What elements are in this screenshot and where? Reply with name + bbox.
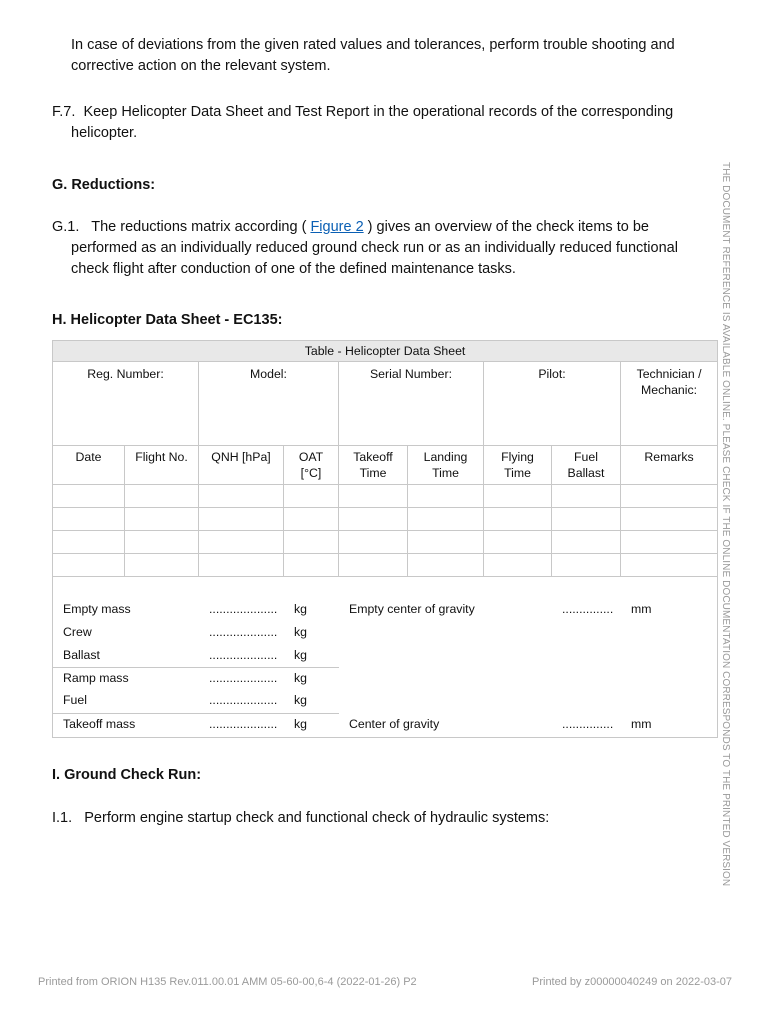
takeoff-mass-label: Takeoff mass — [63, 717, 136, 731]
takeoff-mass-unit: kg — [294, 717, 307, 731]
step-f7-number: F.7. — [52, 104, 76, 120]
side-note-text: THE DOCUMENT REFERENCE IS AVAILABLE ONLINE. PLEASE CHECK IF THE ONLINE DOCUMENTATION CORRESPONDS TO THE PRINTED VERSION — [720, 162, 731, 887]
cg-dots[interactable]: ............... — [562, 717, 614, 731]
cg-unit: mm — [631, 717, 652, 731]
step-g1-number: G.1. — [52, 219, 80, 235]
step-i1-text: Perform engine startup check and functional check of hydraulic systems: — [84, 810, 550, 826]
table-row — [53, 508, 718, 531]
fuel-label: Fuel — [63, 693, 87, 707]
step-g1-line-2: performed as an individually reduced ground check run or as an individually reduced functional — [71, 240, 678, 256]
figure-2-link[interactable]: Figure 2 — [310, 219, 364, 235]
ramp-mass-dots[interactable]: .................... — [209, 671, 278, 685]
reg-number-cell: Reg. Number: — [53, 362, 199, 446]
helicopter-data-sheet-table — [52, 340, 718, 738]
column-header: Fuel Ballast — [552, 446, 621, 485]
side-note — [718, 162, 734, 887]
ballast-label: Ballast — [63, 648, 100, 662]
step-f7 — [52, 102, 673, 144]
model-cell: Model: — [199, 362, 339, 446]
crew-dots[interactable]: .................... — [209, 625, 278, 639]
technician-label-line-1: Technician / — [636, 367, 702, 381]
intro-paragraph — [71, 35, 675, 77]
step-g1-line-3: check flight after conduction of one of the defined maintenance tasks. — [71, 261, 516, 277]
table-column-headers — [53, 446, 718, 485]
pilot-cell: Pilot: — [484, 362, 621, 446]
ramp-mass-unit: kg — [294, 671, 307, 685]
section-g-heading: G. Reductions: — [52, 177, 156, 193]
section-i-heading: I. Ground Check Run: — [52, 767, 202, 783]
step-i1-number: I.1. — [52, 810, 73, 826]
fuel-dots[interactable]: .................... — [209, 693, 278, 707]
footer-left: Printed from ORION H135 Rev.011.00.01 AMM 05-60-00,6-4 (2022-01-26) P2 — [38, 976, 417, 988]
empty-cg-label: Empty center of gravity — [349, 602, 475, 616]
empty-cg-unit: mm — [631, 602, 652, 616]
column-header: Landing Time — [408, 446, 484, 485]
step-f7-line-2: helicopter. — [71, 125, 138, 141]
empty-mass-dots[interactable]: .................... — [209, 602, 278, 616]
empty-cg-dots[interactable]: ............... — [562, 602, 614, 616]
empty-mass-label: Empty mass — [63, 602, 131, 616]
crew-label: Crew — [63, 625, 92, 639]
fuel-unit: kg — [294, 693, 307, 707]
column-header: Date — [53, 446, 125, 485]
table-row — [53, 531, 718, 554]
footer-right: Printed by z00000040249 on 2022-03-07 — [532, 976, 732, 988]
step-g1 — [52, 217, 678, 280]
table-row — [53, 554, 718, 577]
technician-label-line-2: Mechanic: — [641, 383, 698, 397]
takeoff-mass-dots[interactable]: .................... — [209, 717, 278, 731]
column-header: Flight No. — [125, 446, 199, 485]
serial-number-cell: Serial Number: — [339, 362, 484, 446]
empty-mass-unit: kg — [294, 602, 307, 616]
column-header: Remarks — [621, 446, 718, 485]
column-header: Flying Time — [484, 446, 552, 485]
intro-line-1: In case of deviations from the given rated values and tolerances, perform trouble shooting and — [71, 37, 675, 53]
ballast-unit: kg — [294, 648, 307, 662]
section-h-heading: H. Helicopter Data Sheet - EC135: — [52, 312, 283, 328]
subtotal-divider — [53, 667, 339, 668]
ramp-mass-label: Ramp mass — [63, 671, 129, 685]
mass-balance-block — [53, 577, 718, 738]
intro-line-2: corrective action on the relevant system. — [71, 58, 331, 74]
step-g1-text-post: ) gives an overview of the check items to be — [367, 219, 649, 235]
technician-cell — [621, 362, 718, 446]
column-header: QNH [hPa] — [199, 446, 284, 485]
total-divider — [53, 713, 339, 714]
column-header: Takeoff Time — [339, 446, 408, 485]
table-row — [53, 485, 718, 508]
cg-label: Center of gravity — [349, 717, 440, 731]
step-g1-text-pre: The reductions matrix according ( — [91, 219, 307, 235]
table-caption: Table - Helicopter Data Sheet — [53, 341, 718, 362]
step-i1 — [52, 808, 549, 829]
column-header: OAT [°C] — [284, 446, 339, 485]
crew-unit: kg — [294, 625, 307, 639]
ballast-dots[interactable]: .................... — [209, 648, 278, 662]
step-f7-text: Keep Helicopter Data Sheet and Test Report in the operational records of the corresponding — [83, 104, 674, 120]
table-row-header-info — [53, 362, 718, 446]
